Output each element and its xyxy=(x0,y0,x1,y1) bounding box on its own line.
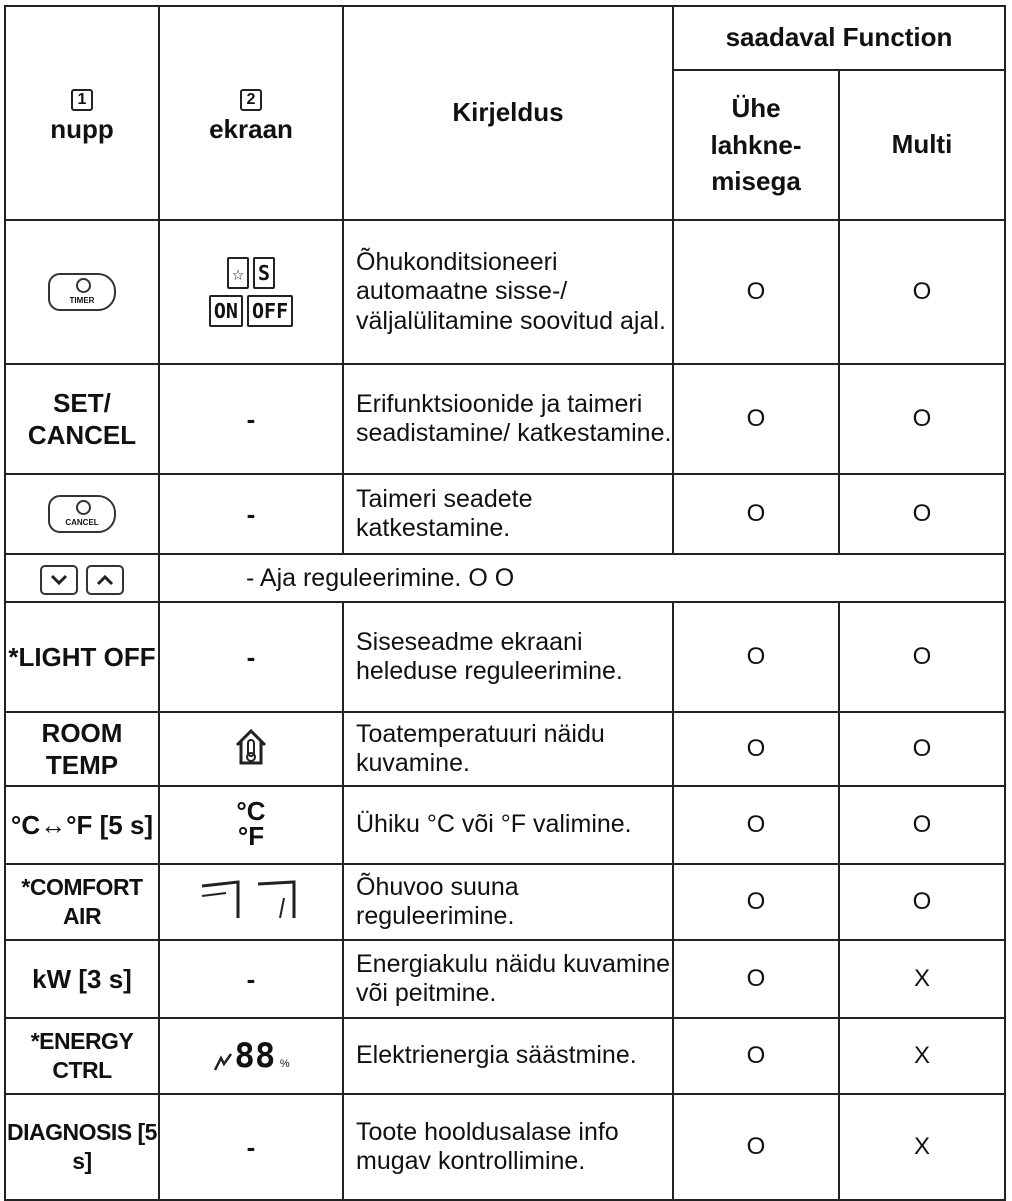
energy-control-icon xyxy=(212,1036,290,1076)
multi-mark: O xyxy=(839,864,1005,940)
button-cell: °C↔°F [5 s] xyxy=(5,786,159,864)
function-table-page xyxy=(4,5,1006,1201)
table-row xyxy=(5,940,1005,1018)
header-single-split xyxy=(673,70,839,220)
down-arrow-button-icon xyxy=(40,565,78,595)
header-display-label: ekraan xyxy=(209,114,293,145)
timer-display-cell xyxy=(159,220,343,364)
display-cell: - xyxy=(159,1094,343,1200)
cancel-button-text: CANCEL xyxy=(65,518,99,527)
single-split-mark: O xyxy=(673,940,839,1018)
description-cell: Toote hooldusalase info mugav kontrollimine. xyxy=(343,1094,673,1200)
table-row xyxy=(5,220,1005,364)
display-cell: - xyxy=(159,474,343,554)
timer-button-cell xyxy=(5,220,159,364)
cancel-button-cell xyxy=(5,474,159,554)
multi-mark: O xyxy=(839,786,1005,864)
timer-button-text: TIMER xyxy=(69,296,95,305)
description-cell: Elektrienergia säästmine. xyxy=(343,1018,673,1094)
display-s: S xyxy=(253,257,275,289)
single-split-mark: O xyxy=(673,364,839,474)
display-off: OFF xyxy=(247,295,293,327)
display-cell xyxy=(159,864,343,940)
column-number-2-box: 2 xyxy=(240,89,262,111)
description-cell: Õhuvoo suuna reguleerimine. xyxy=(343,864,673,940)
function-table xyxy=(4,5,1006,1201)
multi-mark: X xyxy=(839,1094,1005,1200)
single-split-mark: O xyxy=(673,602,839,712)
header-description-column: Kirjeldus xyxy=(343,6,673,220)
header-display-column xyxy=(159,6,343,220)
description-cell: Energiakulu näidu kuvamine või peitmine. xyxy=(343,940,673,1018)
header-button-label: nupp xyxy=(50,114,114,145)
single-split-mark: O xyxy=(673,1018,839,1094)
fahrenheit-display: °F xyxy=(237,821,265,851)
button-cell: SET/ CANCEL xyxy=(5,364,159,474)
button-cell: *LIGHT OFF xyxy=(5,602,159,712)
alarm-clock-icon xyxy=(76,500,91,515)
button-cell: kW [3 s] xyxy=(5,940,159,1018)
description-cell: Toatemperatuuri näidu kuvamine. xyxy=(343,712,673,786)
table-row xyxy=(5,1018,1005,1094)
single-split-mark: O xyxy=(673,786,839,864)
merged-row-text: - Aja reguleerimine. O O xyxy=(159,554,1005,602)
description-cell: Õhukonditsioneeri automaatne sisse-/ väljalülitamine soovitud ajal. xyxy=(343,220,673,364)
cancel-button-icon xyxy=(48,495,116,533)
header-button-column xyxy=(5,6,159,220)
table-row xyxy=(5,474,1005,554)
single-split-mark: O xyxy=(673,474,839,554)
up-arrow-button-icon xyxy=(86,565,124,595)
table-row xyxy=(5,786,1005,864)
multi-mark: X xyxy=(839,940,1005,1018)
table-row xyxy=(5,602,1005,712)
table-row xyxy=(5,864,1005,940)
single-split-mark: O xyxy=(673,1094,839,1200)
display-cell xyxy=(159,712,343,786)
description-cell: Ühiku °C või °F valimine. xyxy=(343,786,673,864)
display-cell: - xyxy=(159,940,343,1018)
display-cell: - xyxy=(159,364,343,474)
single-split-mark: O xyxy=(673,220,839,364)
description-cell: Siseseadme ekraani heleduse reguleerimine. xyxy=(343,602,673,712)
multi-mark: O xyxy=(839,474,1005,554)
description-cell: Taimeri seadete katkestamine. xyxy=(343,474,673,554)
multi-mark: O xyxy=(839,712,1005,786)
percent-sign: % xyxy=(279,1058,290,1070)
single-split-mark: O xyxy=(673,712,839,786)
multi-mark: X xyxy=(839,1018,1005,1094)
multi-mark: O xyxy=(839,364,1005,474)
button-cell: *COMFORT AIR xyxy=(5,864,159,940)
table-row xyxy=(5,364,1005,474)
table-row xyxy=(5,554,1005,602)
description-cell: Erifunktsioonide ja taimeri seadistamine/ katkestamine. xyxy=(343,364,673,474)
header-row-1 xyxy=(5,6,1005,70)
button-cell: DIAGNOSIS [5 s] xyxy=(5,1094,159,1200)
button-cell: ROOM TEMP xyxy=(5,712,159,786)
header-single-split-label: Ühe lahkne-misega xyxy=(710,93,802,197)
display-cell: - xyxy=(159,602,343,712)
celsius-display: °C xyxy=(236,796,266,826)
display-cell xyxy=(159,1018,343,1094)
timer-button-icon xyxy=(48,273,116,311)
header-available-function: saadaval Function xyxy=(673,6,1005,70)
table-row xyxy=(5,1094,1005,1200)
single-split-mark: O xyxy=(673,864,839,940)
alarm-clock-icon xyxy=(76,278,91,293)
energy-digits: 88 xyxy=(234,1036,276,1076)
column-number-1-box: 1 xyxy=(71,89,93,111)
display-cell xyxy=(159,786,343,864)
airflow-direction-icon xyxy=(196,878,306,922)
table-row xyxy=(5,712,1005,786)
header-multi: Multi xyxy=(839,70,1005,220)
display-on: ON xyxy=(209,295,243,327)
button-cell: *ENERGY CTRL xyxy=(5,1018,159,1094)
arrow-buttons-cell xyxy=(5,554,159,602)
multi-mark: O xyxy=(839,602,1005,712)
star-icon: ☆ xyxy=(227,257,249,289)
multi-mark: O xyxy=(839,220,1005,364)
house-thermometer-icon xyxy=(234,728,268,766)
